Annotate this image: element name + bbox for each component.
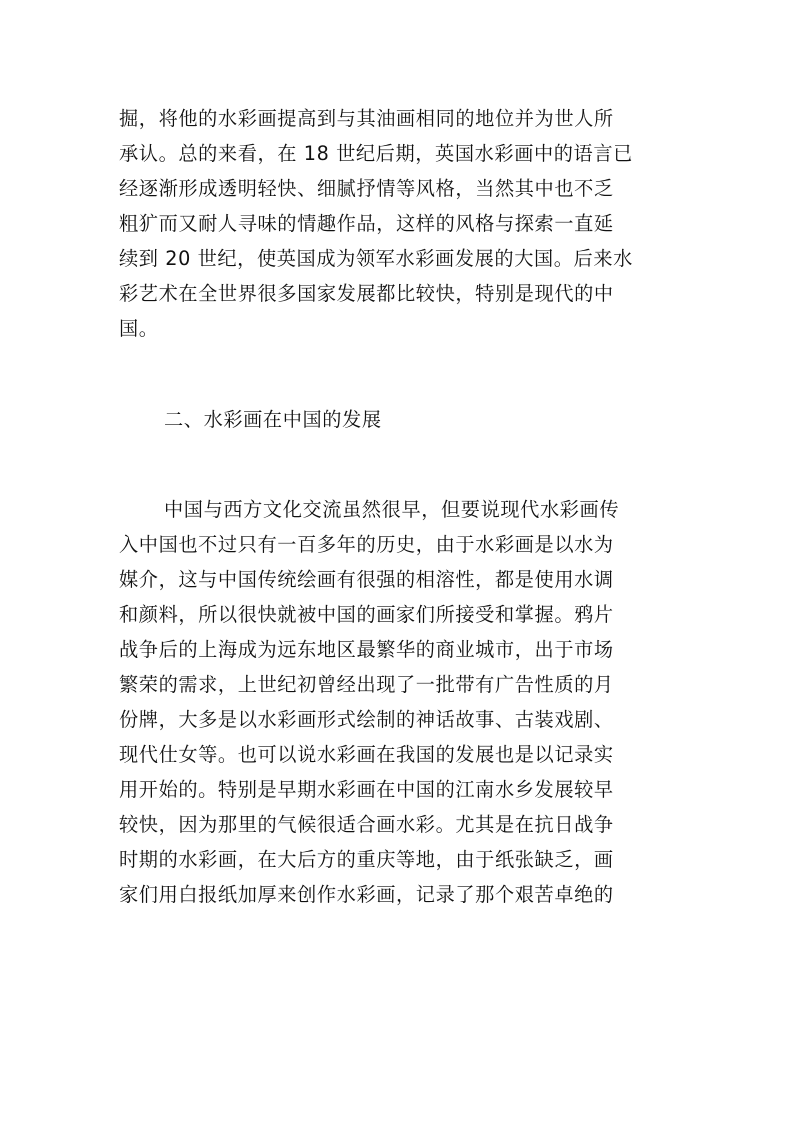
paragraph-2-line-2: 入中国也不过只有一百多年的历史，由于水彩画是以水为 <box>119 533 614 556</box>
paragraph-2-line-3: 媒介，这与中国传统绘画有很强的相溶性，都是使用水调 <box>119 568 614 591</box>
paragraph-2-line-10: 较快，因为那里的气候很适合画水彩。尤其是在抗日战争 <box>119 813 614 836</box>
paragraph-2-line-9: 用开始的。特别是早期水彩画在中国的江南水乡发展较早 <box>119 778 614 801</box>
paragraph-1-line-7: 国。 <box>119 317 159 340</box>
paragraph-2-line-7: 份牌，大多是以水彩画形式绘制的神话故事、古装戏剧、 <box>119 708 614 731</box>
paragraph-2-line-11: 时期的水彩画，在大后方的重庆等地，由于纸张缺乏，画 <box>119 848 614 871</box>
paragraph-1-line-1: 掘，将他的水彩画提高到与其油画相同的地位并为世人所 <box>119 107 614 130</box>
paragraph-2-line-4: 和颜料，所以很快就被中国的画家们所接受和掌握。鸦片 <box>119 603 614 626</box>
paragraph-2-line-12: 家们用白报纸加厚来创作水彩画，记录了那个艰苦卓绝的 <box>119 883 614 906</box>
paragraph-2-line-8: 现代仕女等。也可以说水彩画在我国的发展也是以记录实 <box>119 743 614 766</box>
section-heading: 二、水彩画在中国的发展 <box>164 408 382 431</box>
paragraph-1-line-2: 承认。总的来看，在 18 世纪后期，英国水彩画中的语言已 <box>119 142 633 165</box>
paragraph-2-line-1: 中国与西方文化交流虽然很早，但要说现代水彩画传 <box>164 498 620 521</box>
paragraph-2-line-6: 繁荣的需求，上世纪初曾经出现了一批带有广告性质的月 <box>119 673 614 696</box>
paragraph-1-line-4: 粗犷而又耐人寻味的情趣作品，这样的风格与探索一直延 <box>119 212 614 235</box>
paragraph-2-line-5: 战争后的上海成为远东地区最繁华的商业城市，出于市场 <box>119 638 614 661</box>
paragraph-1-line-3: 经逐渐形成透明轻快、细腻抒情等风格，当然其中也不乏 <box>119 177 614 200</box>
paragraph-1-line-5: 续到 20 世纪，使英国成为领军水彩画发展的大国。后来水 <box>119 247 633 270</box>
paragraph-1-line-6: 彩艺术在全世界很多国家发展都比较快，特别是现代的中 <box>119 282 614 305</box>
